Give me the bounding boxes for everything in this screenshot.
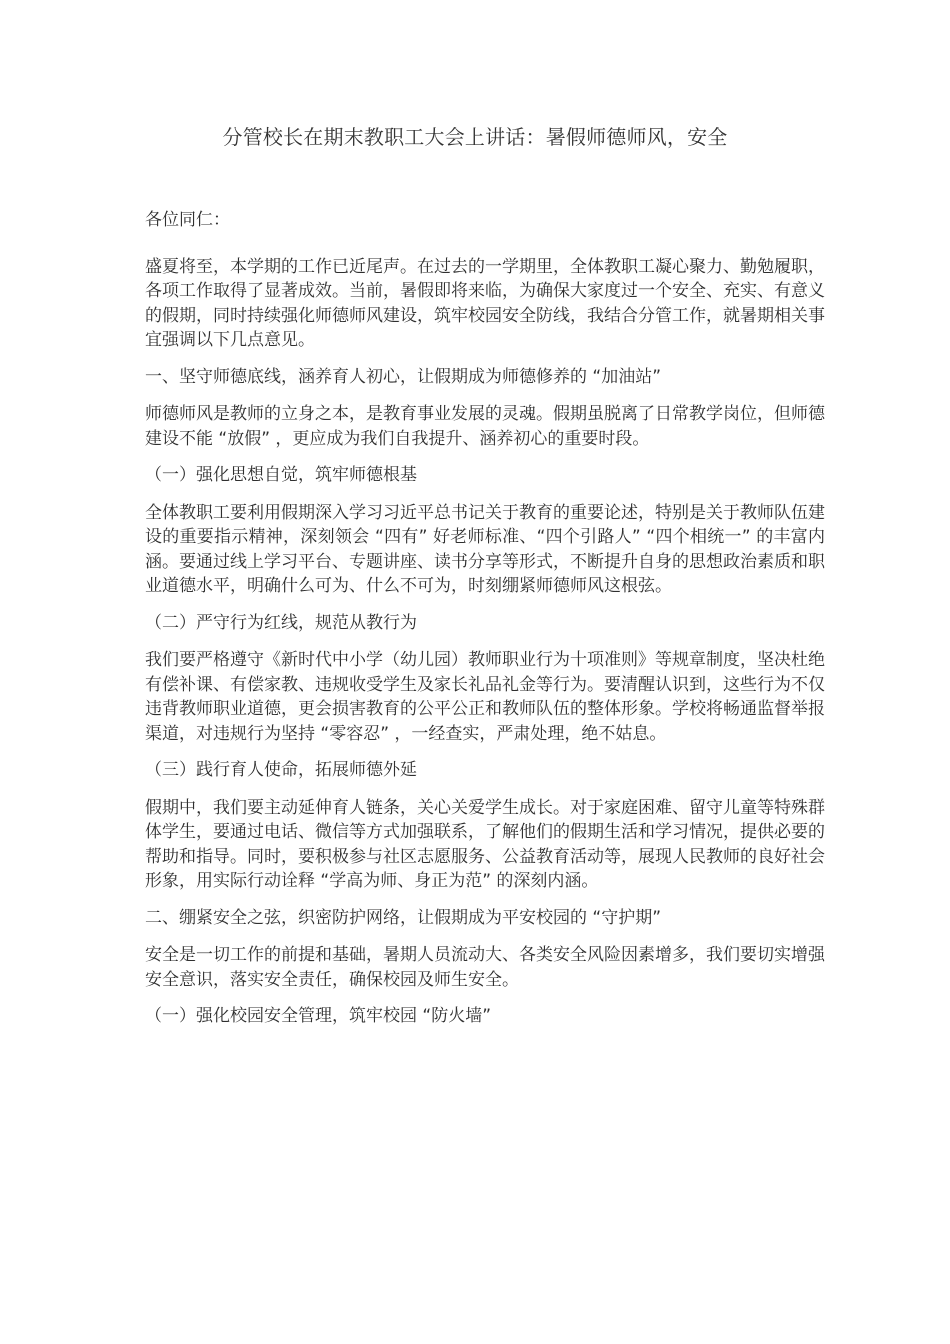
subsection-1-3-paragraph: 假期中，我们要主动延伸育人链条，关心关爱学生成长。对于家庭困难、留守儿童等特殊群体学生，要通过电话、微信等方式加强联系，了解他们的假期生活和学习情况，提供必要的帮助和指导。同时，要积极参与社区志愿服务、公益教育活动等，展现人民教师的良好社会形象，用实际行动诠释 “学高为师、身正为范” 的深刻内涵。	[145, 797, 825, 891]
subsection-heading-2-1: （一）强化校园安全管理，筑牢校园 “防火墙”	[145, 1006, 492, 1026]
section-heading-2: 二、绷紧安全之弦，织密防护网络，让假期成为平安校园的 “守护期”	[145, 907, 662, 928]
subsection-heading-1-1: （一）强化思想自觉，筑牢师德根基	[145, 465, 417, 485]
section-1-paragraph: 师德师风是教师的立身之本，是教育事业发展的灵魂。假期虽脱离了日常教学岗位，但师德建设不能 “放假” ，更应成为我们自我提升、涵养初心的重要时段。	[145, 404, 825, 449]
subsection-heading-1-3: （三）践行育人使命，拓展师德外延	[145, 760, 417, 780]
subsection-heading-1-2: （二）严守行为红线，规范从教行为	[145, 612, 417, 633]
document-body	[145, 208, 825, 1042]
intro-paragraph: 盛夏将至，本学期的工作已近尾声。在过去的一学期里，全体教职工凝心聚力、勤勉履职，各项工作取得了显著成效。当前，暑假即将来临，为确保大家度过一个安全、充实、有意义的假期，同时持续强化师德师风建设，筑牢校园安全防线，我结合分管工作，就暑期相关事宜强调以下几点意见。	[145, 256, 825, 350]
section-2-paragraph: 安全是一切工作的前提和基础，暑期人员流动大、各类安全风险因素增多，我们要切实增强安全意识，落实安全责任，确保校园及师生安全。	[145, 945, 825, 990]
greeting-paragraph: 各位同仁：	[145, 210, 230, 230]
section-heading-1: 一、坚守师德底线，涵养育人初心，让假期成为师德修养的 “加油站”	[145, 366, 662, 387]
subsection-1-2-paragraph: 我们要严格遵守《新时代中小学（幼儿园）教师职业行为十项准则》等规章制度，坚决杜绝有偿补课、有偿家教、违规收受学生及家长礼品礼金等行为。要清醒认识到，这些行为不仅违背教师职业道德，更会损害教育的公平公正和教师队伍的整体形象。学校将畅通监督举报渠道，对违规行为坚持 “零容忍” ，一经查实，严肃处理，绝不姑息。	[145, 650, 825, 744]
subsection-1-1-paragraph: 全体教职工要利用假期深入学习习近平总书记关于教育的重要论述，特别是关于教师队伍建设的重要指示精神，深刻领会 “四有” 好老师标准、“四个引路人” “四个相统一” 的丰富内涵。要通过线上学习平台、专题讲座、读书分享等形式，不断提升自身的思想政治素质和职业道德水平，明确什么可为、什么不可为，时刻绷紧师德师风这根弦。	[145, 502, 825, 596]
document-title: 分管校长在期末教职工大会上讲话：暑假师德师风，安全	[222, 125, 728, 149]
